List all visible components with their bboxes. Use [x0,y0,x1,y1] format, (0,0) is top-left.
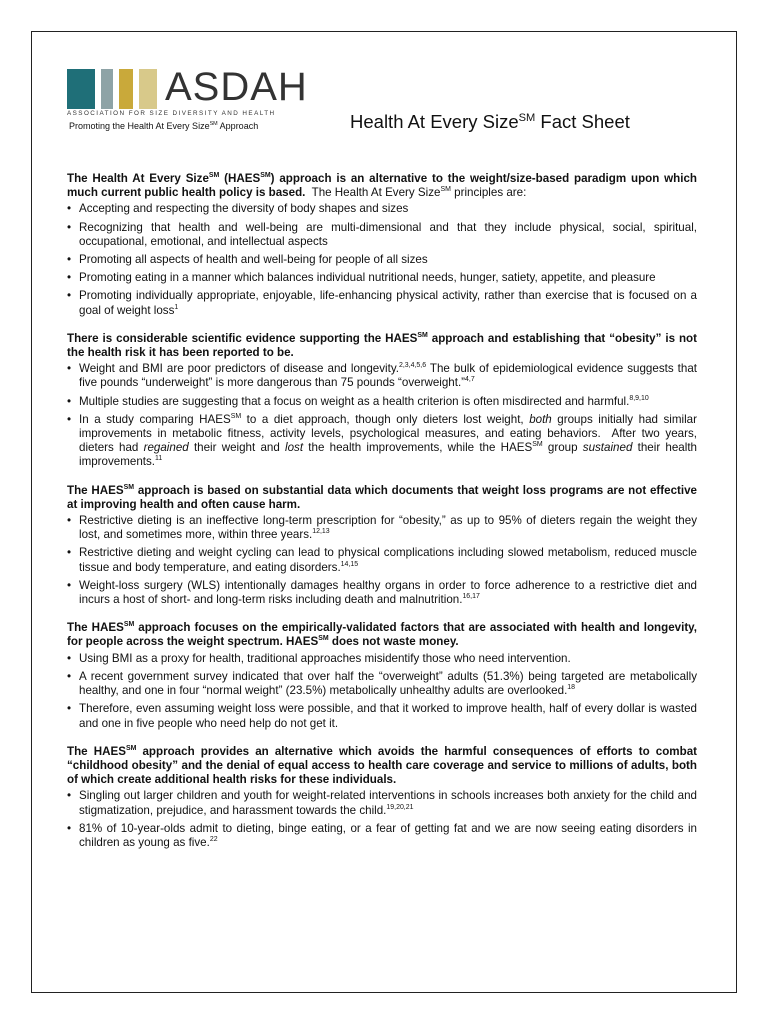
list-item: • Promoting eating in a manner which balances individual nutritional needs, hunger, satiety, appetite, and pleasure [67,271,697,285]
bullet-list [67,514,697,607]
list-item: • Weight and BMI are poor predictors of disease and longevity.$^{2,3,4,5,6}$ The bulk of epidemiological evidence suggests that five pounds “underweight” is more dangerous than 75 pounds “overweight.”$^{4,7}$ [67,362,697,390]
organization-name: ASSOCIATION FOR SIZE DIVERSITY AND HEALTH [67,110,276,117]
section-lead: The HAES℠ approach provides an alternative which avoids the harmful consequences of efforts to combat “childhood obesity” and the denial of equal access to health care coverage and service to millions of adults, both of which create additional health risks for these individuals. [67,744,698,787]
list-item: • Weight-loss surgery (WLS) intentionally damages healthy organs in order to force adherence to a restrictive diet and incurs a host of short- and long-term risks including death and malnutrition.$^{16,17}$ [67,579,697,607]
asdah-logo [67,65,308,135]
section-lead: The Health At Every Size℠ (HAES℠) approach is an alternative to the weight/size-based paradigm upon which much current public health policy is based. The Health At Every Size℠ principles are: [67,172,697,200]
section-2 [67,332,697,470]
list-item: • In a study comparing HAES℠ to a diet approach, though only dieters lost weight, both groups initially had similar improvements in metabolic fitness, activity levels, psychological measures, and eating behaviors. After two years, dieters had regained their weight and lost the health improvements, while the HAES℠ group sustained their health improvements.$^{11}$ [67,413,697,470]
list-item: • Recognizing that health and well-being are multi-dimensional and that they include physical, social, spiritual, occupational, emotional, and intellectual aspects [67,221,697,249]
logo-wordmark: ASDAH [165,65,308,109]
bullet-list [67,202,697,317]
logo-bar [139,69,157,109]
list-item: • 81% of 10-year-olds admit to dieting, binge eating, or a fear of getting fat and we are now seeing eating disorders in children as young as five.$^{22}$ [67,822,697,850]
bullet-list [67,362,697,469]
list-item: • Therefore, even assuming weight loss were possible, and that it worked to improve health, half of every dollar is wasted and one in five people who need help do not get it. [67,702,697,730]
list-item: • Accepting and respecting the diversity of body shapes and sizes [67,202,697,216]
bullet-list [67,652,697,731]
section-lead: The HAES℠ approach focuses on the empirically-validated factors that are associated with health and longevity, for people across the weight spectrum. HAES℠ does not waste money. [67,621,697,649]
list-item: • Multiple studies are suggesting that a focus on weight as a health criterion is often misdirected and harmful.$^{8,9,10}$ [67,395,697,409]
tagline: Promoting the Health At Every Size℠ Approach [69,121,259,131]
list-item: • Using BMI as a proxy for health, traditional approaches misidentify those who need intervention. [67,652,697,666]
section-1 [67,172,697,318]
list-item: • A recent government survey indicated that over half the “overweight” adults (51.3%) being targeted are metabolically healthy, and one in four “normal weight” (23.5%) metabolically unhealthy adults are overlooked.$^{18}$ [67,670,697,698]
logo-bar [101,69,113,109]
bullet-list [67,789,697,850]
section-lead: There is considerable scientific evidence supporting the HAES℠ approach and establishing that “obesity” is not the health risk it has been reported to be. [67,331,697,360]
page-title: Health At Every Size℠ Fact Sheet [350,111,630,132]
list-item: • Restrictive dieting is an ineffective long-term prescription for “obesity,” as up to 95% of dieters regain the weight they lost, and sometimes more, within three years.$^{12,13}$ [67,514,697,542]
section-3 [67,484,697,608]
section-5 [67,745,697,850]
section-lead: The HAES℠ approach is based on substantial data which documents that weight loss programs are not effective at improving health and often cause harm. [67,483,698,511]
list-item: • Restrictive dieting and weight cycling can lead to physical complications including slowed metabolism, reduced muscle tissue and body temperature, and eating disorders.$^{14,15}$ [67,546,697,574]
list-item: • Promoting all aspects of health and well-being for people of all sizes [67,253,697,267]
logo-bar [119,69,133,109]
fact-sheet-body [67,172,697,864]
logo-bar [67,69,95,109]
list-item: • Promoting individually appropriate, enjoyable, life-enhancing physical activity, rather than exercise that is focused on a goal of weight loss$^1$ [67,289,697,317]
list-item: • Singling out larger children and youth for weight-related interventions in schools increases both anxiety for the child and stigmatization, prejudice, and harassment towards the child.$^{19,20,21}$ [67,789,697,817]
section-4 [67,621,697,730]
